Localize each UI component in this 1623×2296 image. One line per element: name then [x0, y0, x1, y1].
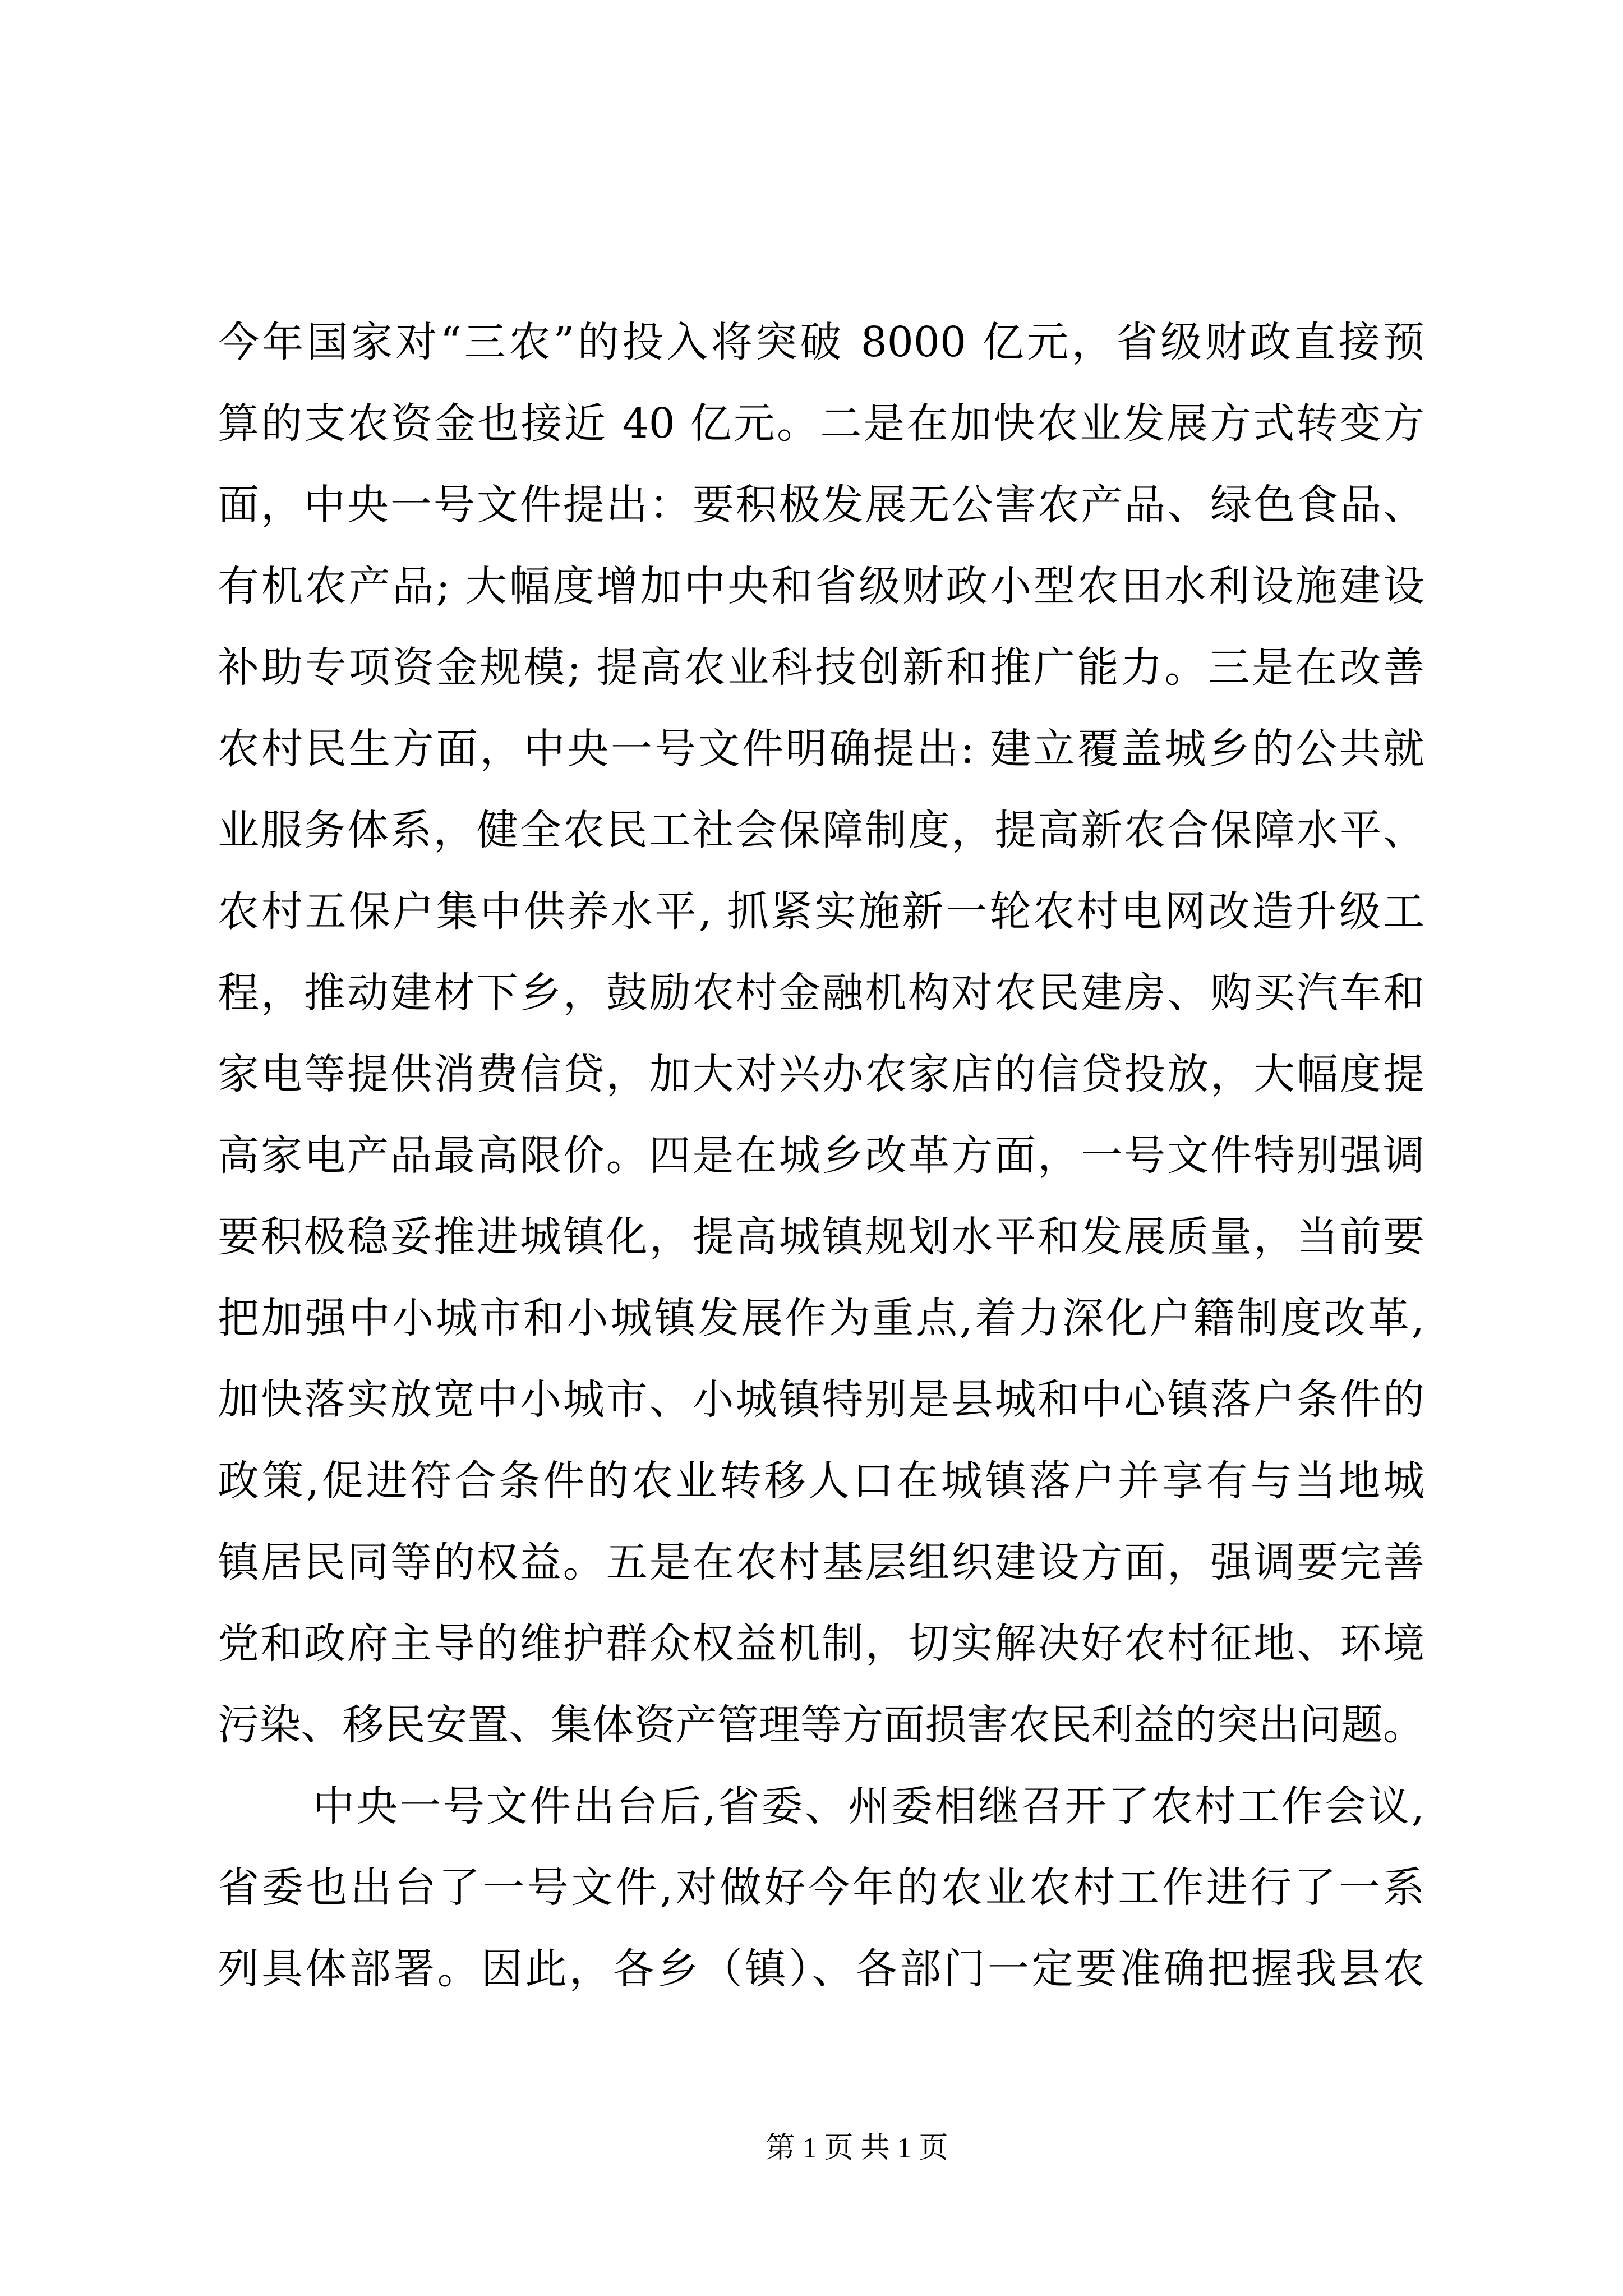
- text-line: 要积极稳妥推进城镇化，提高城镇规划水平和发展质量，当前要: [218, 1213, 1424, 1261]
- text-line: 有机农产品; 大幅度增加中央和省级财政小型农田水利设施建设: [218, 562, 1424, 610]
- text-line: 高家电产品最高限价。四是在城乡改革方面，一号文件特别强调: [218, 1131, 1424, 1180]
- text-line: 污染、移民安置、集体资产管理等方面损害农民利益的突出问题。: [218, 1701, 1424, 1749]
- paragraph: [218, 302, 1424, 1766]
- text-line: 业服务体系，健全农民工社会保障制度，提高新农合保障水平、: [218, 806, 1424, 854]
- text-line: 家电等提供消费信贷，加大对兴办农家店的信贷投放，大幅度提: [218, 1050, 1424, 1098]
- page-number-footer: 第 1 页 共 1 页: [766, 2132, 948, 2164]
- text-line: 今年国家对“三农”的投入将突破 8000 亿元，省级财政直接预: [218, 318, 1424, 366]
- text-line: 加快落实放宽中小城市、小城镇特别是县城和中心镇落户条件的: [218, 1375, 1424, 1424]
- text-line: 政策,促进符合条件的农业转移人口在城镇落户并享有与当地城: [218, 1457, 1424, 1505]
- text-line: 农村民生方面，中央一号文件明确提出: 建立覆盖城乡的公共就: [218, 725, 1424, 773]
- text-line: 农村五保户集中供养水平, 抓紧实施新一轮农村电网改造升级工: [218, 887, 1424, 936]
- text-line: 补助专项资金规模; 提高农业科技创新和推广能力。三是在改善: [218, 643, 1424, 692]
- paragraph: [218, 1766, 1424, 2010]
- text-line: 列具体部署。因此，各乡（镇）、各部门一定要准确把握我县农: [218, 1945, 1424, 1993]
- text-line: 程，推动建材下乡，鼓励农村金融机构对农民建房、购买汽车和: [218, 969, 1424, 1017]
- text-line: 面，中央一号文件提出：要积极发展无公害农产品、绿色食品、: [218, 481, 1424, 529]
- text-line: 中央一号文件出台后,省委、州委相继召开了农村工作会议,: [313, 1782, 1424, 1830]
- text-line: 省委也出台了一号文件,对做好今年的农业农村工作进行了一系: [218, 1864, 1424, 1912]
- text-line: 把加强中小城市和小城镇发展作为重点,着力深化户籍制度改革,: [218, 1294, 1424, 1342]
- text-line: 镇居民同等的权益。五是在农村基层组织建设方面，强调要完善: [218, 1538, 1424, 1586]
- text-line: 党和政府主导的维护群众权益机制，切实解决好农村征地、环境: [218, 1619, 1424, 1668]
- document-body: [218, 302, 1424, 2010]
- text-line: 算的支农资金也接近 40 亿元。二是在加快农业发展方式转变方: [218, 399, 1424, 448]
